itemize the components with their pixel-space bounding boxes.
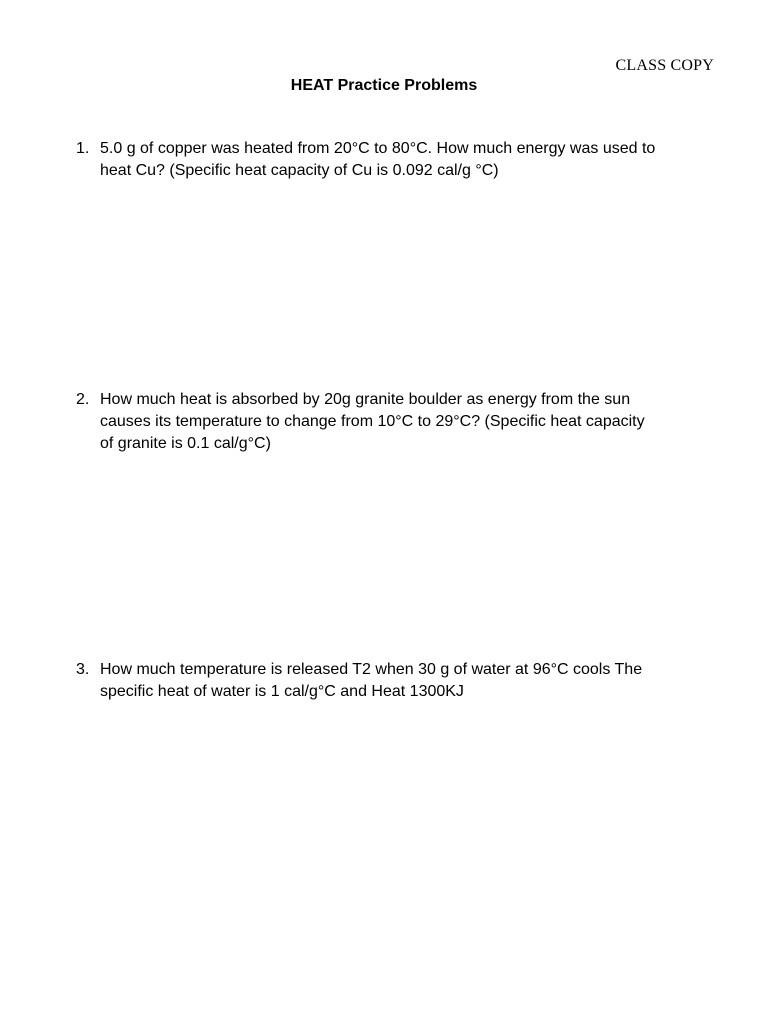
problem-line: How much heat is absorbed by 20g granite boulder as energy from the sun <box>100 391 631 408</box>
problem-text <box>100 659 726 703</box>
problem-2 <box>76 389 726 455</box>
problem-line: of granite is 0.1 cal/g°C) <box>100 435 271 452</box>
page-title: HEAT Practice Problems <box>290 77 478 94</box>
problem-line: How much temperature is released T2 when 30 g of water at 96°C cools The <box>100 661 643 678</box>
problem-text <box>100 138 726 182</box>
problem-line: heat Cu? (Specific heat capacity of Cu is 0.092 cal/g °C) <box>100 162 499 179</box>
problem-line: specific heat of water is 1 cal/g°C and Heat 1300KJ <box>100 683 464 700</box>
problem-1 <box>76 138 726 182</box>
problem-line: 5.0 g of copper was heated from 20°C to 80°C. How much energy was used to <box>100 140 656 157</box>
problem-line: causes its temperature to change from 10°C to 29°C? (Specific heat capacity <box>100 413 645 430</box>
problem-number: 3. <box>76 661 90 678</box>
class-copy-label: CLASS COPY <box>615 57 714 74</box>
problem-number: 2. <box>76 391 90 408</box>
problem-number: 1. <box>76 140 90 157</box>
problem-3 <box>76 659 726 703</box>
problem-text <box>100 389 726 455</box>
